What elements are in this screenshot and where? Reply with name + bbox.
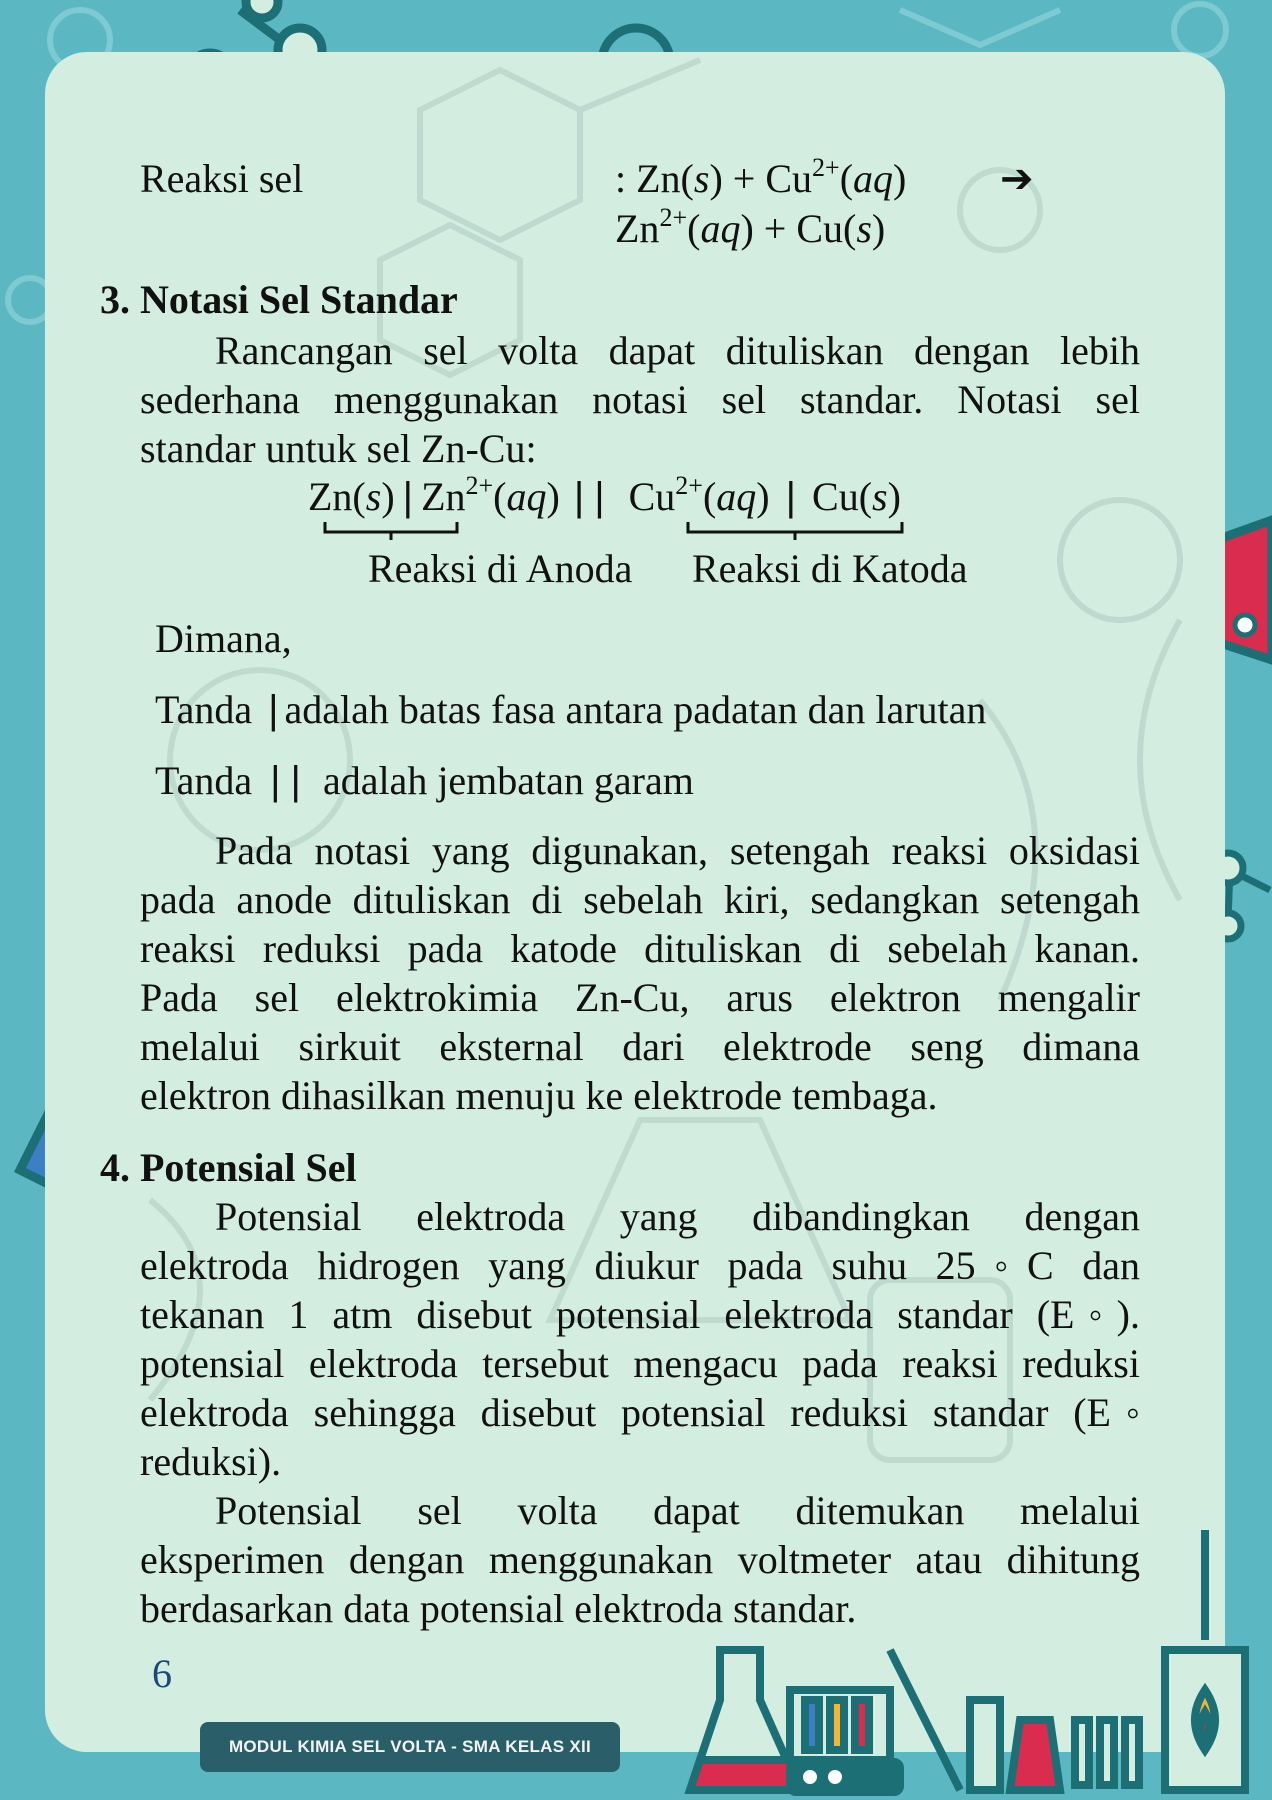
section4-number: 4. bbox=[100, 1145, 130, 1190]
footer-title: MODUL KIMIA SEL VOLTA - SMA KELAS XII bbox=[228, 1737, 592, 1756]
cathode-brace bbox=[688, 522, 902, 540]
section4-title: Potensial Sel bbox=[140, 1145, 357, 1190]
reaction-equation-line2: $Zn^{2+}(aq) + Cu(s)$ bbox=[615, 202, 886, 251]
where-label: Dimana, bbox=[155, 616, 292, 661]
phase-boundary-symbol: | bbox=[402, 475, 414, 519]
reaction-arrow-icon: ➔ bbox=[1000, 156, 1034, 201]
page: Reaksi sel : $Zn(s) + Cu^{2+}(aq)$ ➔ $Zn^{2+}(aq) + Cu(s)$ 3. Notasi Sel Standar Rancangan sel volta dapat dituliskan dengan lebih sederhana menggunakan notasi sel standar. Notasi sel standar untuk sel Zn-Cu: Zn(s) | $Zn^{2+}(aq)$ || $Cu^{2+}(aq)$ | Cu(s) Reaksi di Anoda Reaksi di Katoda Dimana, Tanda | adalah batas fasa antara padatan dan larutan Tanda || adalah jembatan garam Pada notasi yang digunakan, setengah reaksi oksidasi pada anode dituliskan di sebelah kiri, sedangkan setengah reaksi reduksi pada katode dituliskan di sebelah kanan. Pada sel elektrokimia Zn-Cu, arus elektron mengalir melalui sirkuit eksternal dari elektrode seng dimana elektron dihasilkan menuju ke elektrode tembaga. 4. Potensial Sel Potensial elektroda yang dibandingkan dengan elektroda hidrogen yang diukur pada suhu 25◦C dan tekanan 1 atm disebut potensial elektroda standar (E◦). potensial elektroda tersebut mengacu pada reaksi reduksi elektroda sehingga disebut potensial reduksi standar (E◦ reduksi). Potensial sel volta dapat ditemukan melalui eksperimen dengan menggunakan voltmeter atau dihitung berdasarkan data potensial elektroda standar. 6 MODUL KIMIA SEL VOLTA - SMA KELAS XII bbox=[0, 0, 1272, 1800]
sign1-definition: Tanda | adalah batas fasa antara padatan dan larutan bbox=[155, 687, 987, 732]
reaction-label: Reaksi sel bbox=[140, 156, 304, 201]
cathode-label: Reaksi di Katoda bbox=[692, 546, 968, 591]
section3-number: 3. bbox=[100, 277, 130, 322]
anode-label: Reaksi di Anoda bbox=[368, 546, 633, 591]
sign2-definition: Tanda || adalah jembatan garam bbox=[155, 758, 694, 803]
section3-title: Notasi Sel Standar bbox=[140, 277, 458, 322]
page-number: 6 bbox=[152, 1651, 172, 1696]
reaction-equation-line1: : $Zn(s) + Cu^{2+}(aq)$ bbox=[615, 152, 907, 201]
anode-brace bbox=[325, 522, 457, 540]
cell-notation: Zn(s) | $Zn^{2+}(aq)$ || $Cu^{2+}(aq)$ | Cu(s) bbox=[308, 470, 901, 519]
salt-bridge-symbol: || bbox=[573, 475, 615, 519]
